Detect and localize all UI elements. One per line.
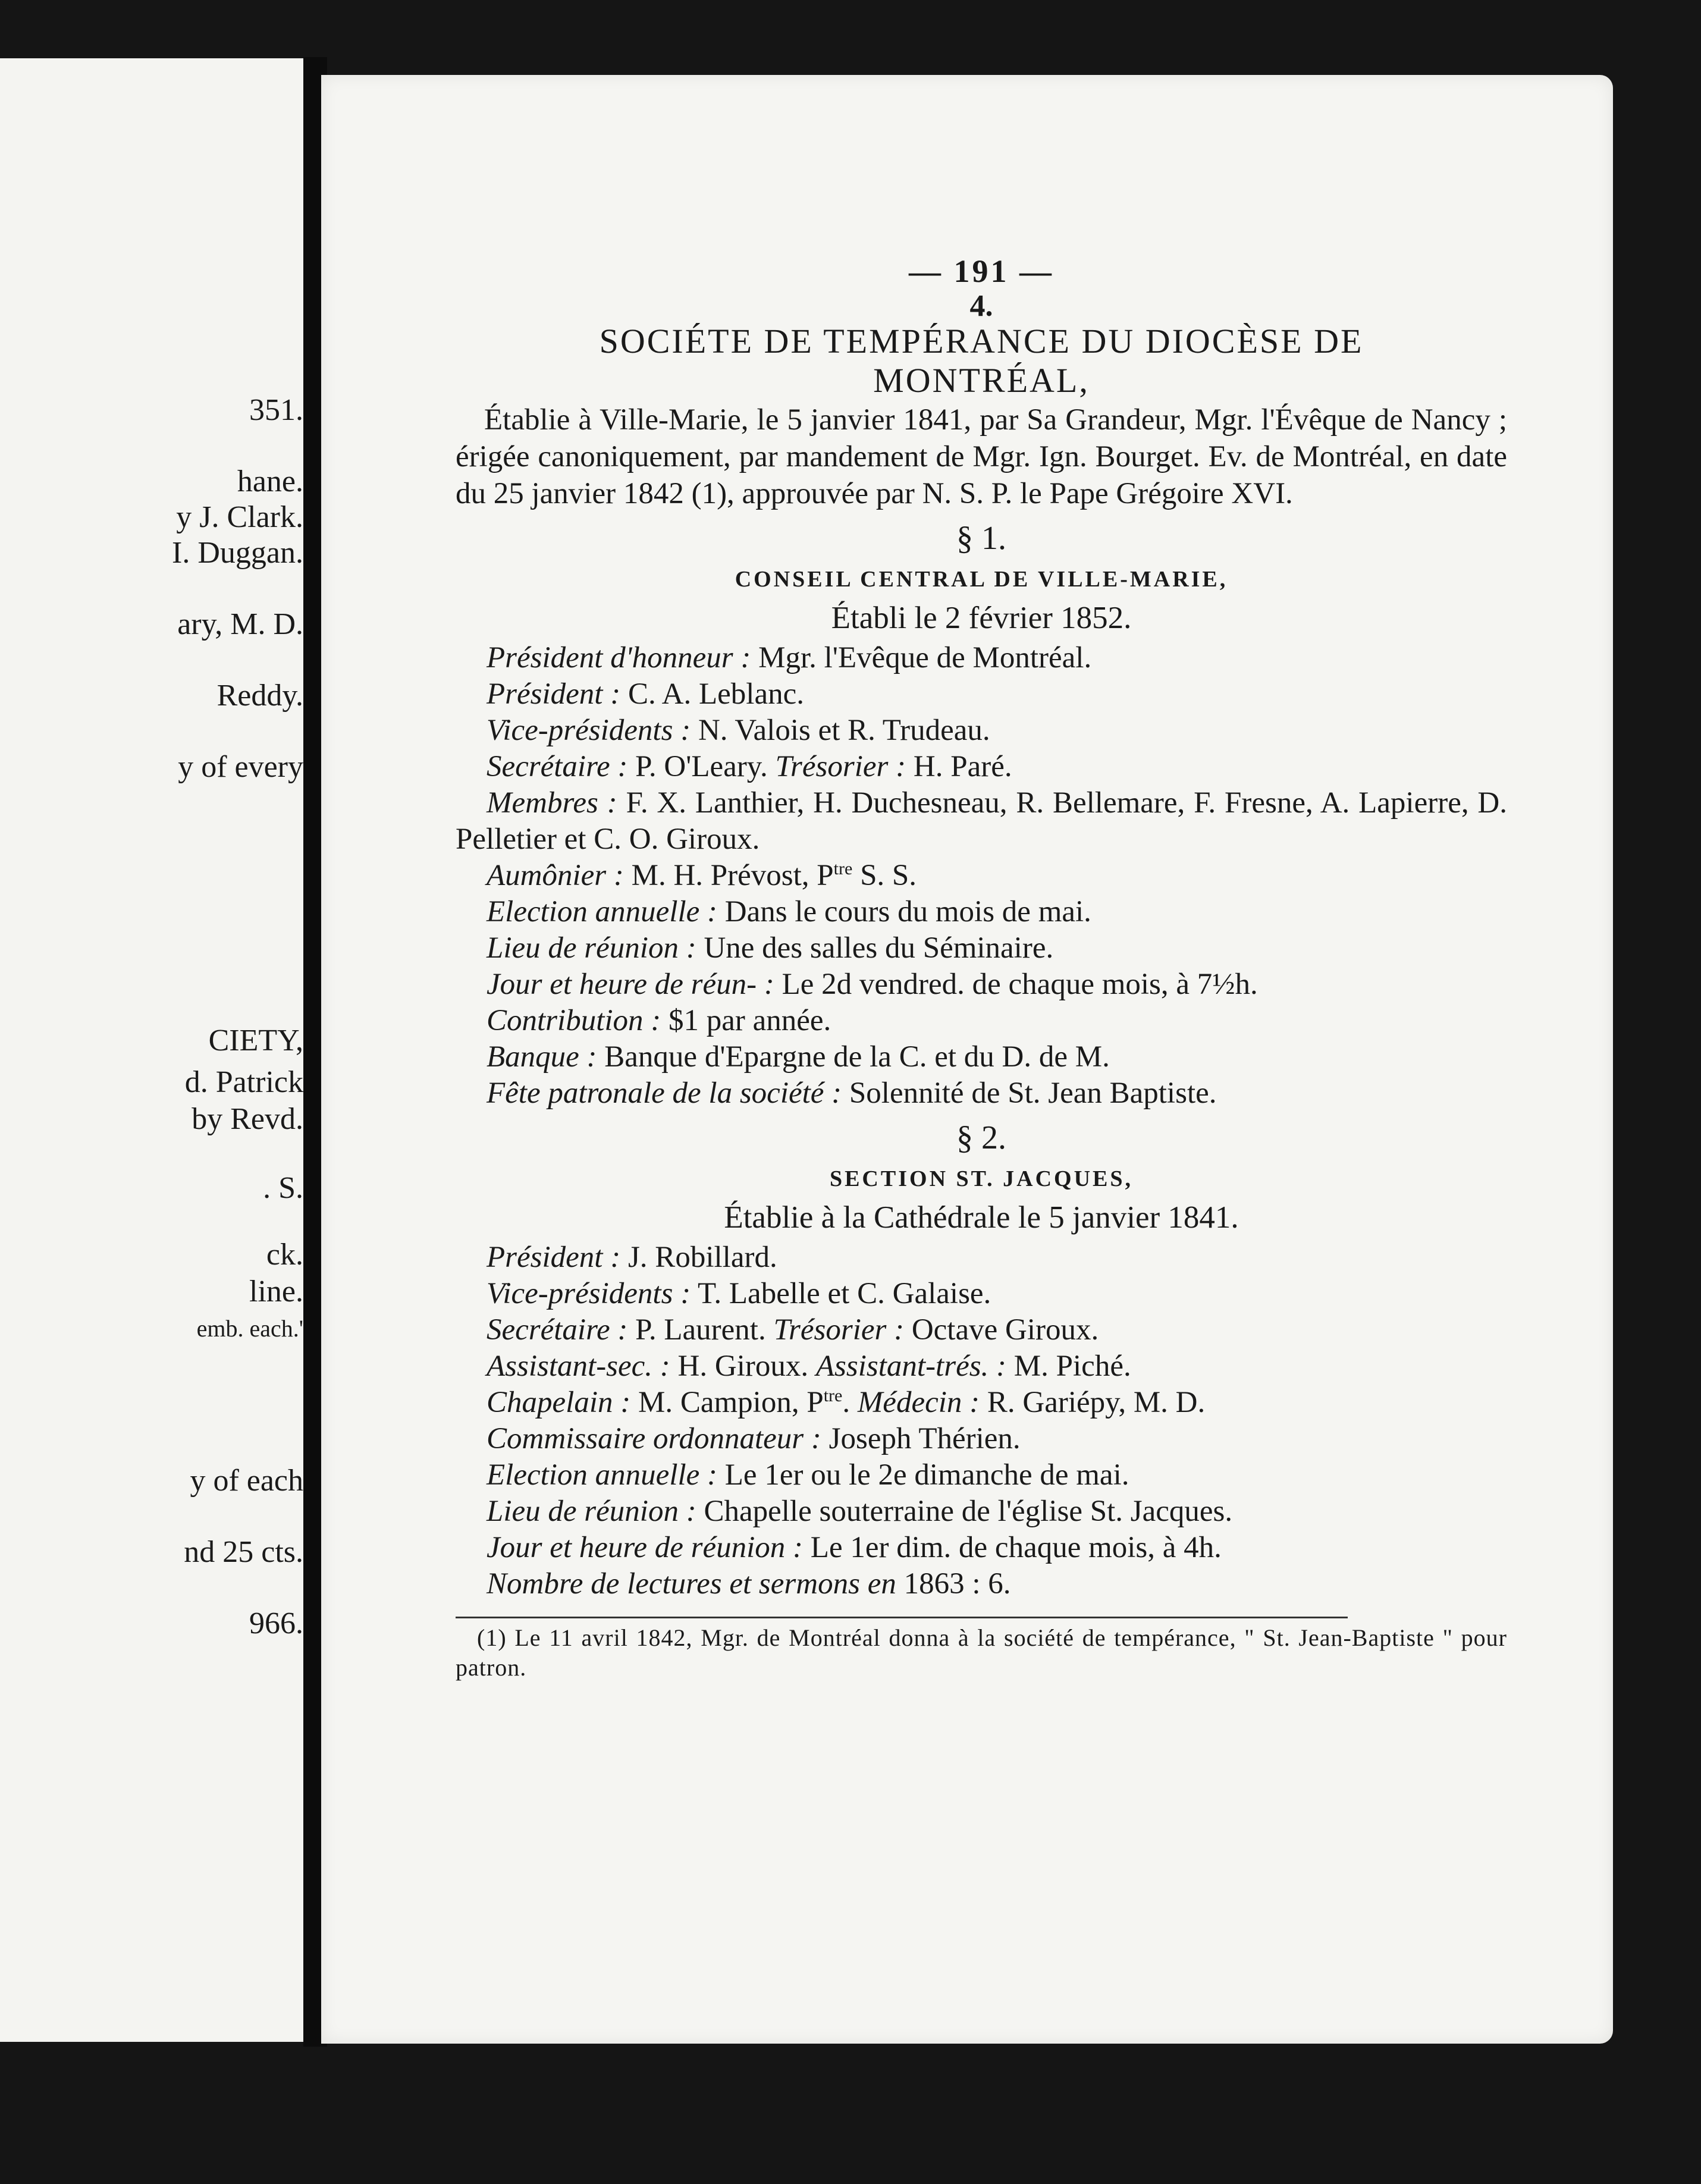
entry-row bbox=[456, 1457, 1507, 1493]
entry-label: Lieu de réunion : bbox=[487, 1495, 696, 1528]
entry-value: Le 2d vendred. de chaque mois, à 7½h. bbox=[782, 968, 1258, 1001]
entry-label: Banque : bbox=[487, 1040, 597, 1074]
entry-row bbox=[456, 1493, 1507, 1530]
left-page-fragment: line. bbox=[249, 1275, 303, 1308]
entry-row bbox=[456, 858, 1507, 894]
entry-label: Jour et heure de réunion : bbox=[487, 1531, 804, 1564]
entry-row bbox=[456, 640, 1507, 676]
left-page-fragment: 351. bbox=[249, 393, 303, 427]
sections bbox=[456, 520, 1507, 1602]
entry-value-2: H. Paré. bbox=[913, 750, 1012, 783]
left-page-fragment: by Revd. bbox=[192, 1102, 303, 1136]
section-established: Établi le 2 février 1852. bbox=[831, 601, 1132, 635]
entry-row bbox=[456, 894, 1507, 930]
entry-label-2: Trésorier : bbox=[773, 1313, 905, 1347]
entry-row bbox=[456, 676, 1507, 713]
title-line-2: MONTRÉAL, bbox=[873, 361, 1090, 400]
entry-label-2: Médecin : bbox=[857, 1386, 980, 1419]
entry-label: Assistant-sec. : bbox=[487, 1350, 670, 1383]
entry-value: Chapelle souterraine de l'église St. Jacques. bbox=[704, 1495, 1233, 1528]
entry-row bbox=[456, 1075, 1507, 1112]
entry-value-tail: S. S. bbox=[852, 859, 917, 892]
entry-row bbox=[456, 749, 1507, 785]
entry-value: P. Laurent. bbox=[635, 1313, 766, 1347]
section-heading: CONSEIL CENTRAL DE VILLE-MARIE, bbox=[735, 567, 1228, 592]
entry-value: Dans le cours du mois de mai. bbox=[724, 895, 1091, 928]
entry-superscript: tre bbox=[823, 1386, 843, 1405]
entry-row bbox=[456, 967, 1507, 1003]
left-page-fragment: ary, M. D. bbox=[177, 607, 303, 641]
left-page-fragment: d. Patrick bbox=[184, 1065, 303, 1099]
entry-label: Président : bbox=[487, 1241, 621, 1274]
entry-label: Fête patronale de la société : bbox=[487, 1077, 842, 1110]
entry-label: Secrétaire : bbox=[487, 1313, 628, 1347]
left-page-fragment: 966. bbox=[249, 1606, 303, 1640]
entry-row bbox=[456, 713, 1507, 749]
page-number: — 191 — bbox=[909, 253, 1054, 289]
entry-label: Secrétaire : bbox=[487, 750, 628, 783]
entry-value: 1863 : 6. bbox=[903, 1567, 1011, 1601]
entry-label-2: Trésorier : bbox=[775, 750, 906, 783]
left-page-fragment: hane. bbox=[237, 465, 303, 498]
left-page-fragment: y J. Clark. bbox=[176, 500, 303, 534]
right-page bbox=[321, 75, 1613, 2044]
entry-label: Vice-présidents : bbox=[487, 1277, 691, 1310]
entry-value: Mgr. l'Evêque de Montréal. bbox=[758, 641, 1092, 674]
entry-value-2: M. Piché. bbox=[1013, 1350, 1131, 1383]
entry-row bbox=[456, 1003, 1507, 1039]
left-page-fragment: y of each bbox=[190, 1464, 303, 1498]
entry-row bbox=[456, 1421, 1507, 1457]
entry-value: T. Labelle et C. Galaise. bbox=[698, 1277, 991, 1310]
entry-value: J. Robillard. bbox=[627, 1241, 777, 1274]
left-page-fragment: Reddy. bbox=[216, 679, 303, 713]
section-mark: § 2. bbox=[956, 1119, 1006, 1156]
entry-value-tail: . bbox=[842, 1386, 850, 1419]
entry-label: Contribution : bbox=[487, 1004, 661, 1037]
entry-row bbox=[456, 1039, 1507, 1075]
footnote-rule bbox=[456, 1617, 1348, 1618]
entry-value: Solennité de St. Jean Baptiste. bbox=[849, 1077, 1217, 1110]
entry-label: Chapelain : bbox=[487, 1386, 631, 1419]
entry-row bbox=[456, 1348, 1507, 1385]
entry-row bbox=[456, 1240, 1507, 1276]
intro-tail: ), approuvée par N. S. P. le Pape Grégoire XVI. bbox=[717, 477, 1293, 510]
section-heading: SECTION ST. JACQUES, bbox=[829, 1166, 1134, 1191]
section-established: Établie à la Cathédrale le 5 janvier 1841. bbox=[724, 1200, 1239, 1235]
entry-value: C. A. Leblanc. bbox=[627, 677, 804, 711]
intro-text: Établie à Ville-Marie, le 5 janvier 1841, par Sa Grandeur, Mgr. l'Évêque de Nancy ; érigée canoniquement, par mandement de Mgr. Ign. Bourget. Ev. de Montréal, en date du 25 janvier 1842 ( bbox=[456, 403, 1507, 510]
intro-paragraph bbox=[456, 401, 1507, 512]
entry-value: Une des salles du Séminaire. bbox=[704, 931, 1054, 965]
left-page-fragment: ck. bbox=[266, 1238, 303, 1272]
entry-label: Nombre de lectures et sermons en bbox=[487, 1567, 896, 1601]
entry-row bbox=[456, 930, 1507, 967]
entry-label: Jour et heure de réun- : bbox=[487, 968, 774, 1001]
entry-superscript: tre bbox=[833, 859, 853, 878]
entry-label: Commissaire ordonnateur : bbox=[487, 1422, 821, 1455]
entry-value: F. X. Lanthier, H. Duchesneau, R. Bellemare, F. Fresne, A. Lapierre, D. Pelletier et C. O. Giroux. bbox=[456, 786, 1508, 856]
entry-value: Le 1er dim. de chaque mois, à 4h. bbox=[810, 1531, 1222, 1564]
footnote: (1) Le 11 avril 1842, Mgr. de Montréal donna à la société de tempérance, " St. Jean-Baptiste " pour patron. bbox=[456, 1624, 1507, 1681]
entry-row bbox=[456, 1312, 1507, 1348]
left-page-fragment: CIETY, bbox=[208, 1024, 303, 1058]
left-page-fragment: nd 25 cts. bbox=[184, 1535, 303, 1569]
entry-row bbox=[456, 1530, 1507, 1566]
entry-value: $1 par année. bbox=[669, 1004, 831, 1037]
entry-row bbox=[456, 785, 1507, 858]
left-page-fragment: . S. bbox=[263, 1171, 303, 1205]
entry-value-2: Octave Giroux. bbox=[911, 1313, 1099, 1347]
entry-label: Election annuelle : bbox=[487, 895, 718, 928]
entry-value: H. Giroux. bbox=[677, 1350, 809, 1383]
section-mark: § 1. bbox=[956, 520, 1006, 557]
entry-value-2: R. Gariépy, M. D. bbox=[987, 1386, 1206, 1419]
footnote-ref: 1 bbox=[701, 477, 717, 510]
left-page-fragment: I. Duggan. bbox=[172, 536, 303, 570]
entry-value: P. O'Leary. bbox=[635, 750, 768, 783]
entry-value: Banque d'Epargne de la C. et du D. de M. bbox=[604, 1040, 1110, 1074]
entry-row bbox=[456, 1385, 1507, 1421]
entry-value: Le 1er ou le 2e dimanche de mai. bbox=[724, 1458, 1129, 1492]
entry-value: N. Valois et R. Trudeau. bbox=[698, 714, 990, 747]
entry-row bbox=[456, 1276, 1507, 1312]
entry-label: Aumônier : bbox=[487, 859, 624, 892]
entry-label: Membres : bbox=[487, 786, 617, 820]
title-line-1: SOCIÉTE DE TEMPÉRANCE DU DIOCÈSE DE bbox=[599, 322, 1364, 360]
entry-label-2: Assistant-trés. : bbox=[815, 1350, 1007, 1383]
left-facing-page bbox=[0, 58, 303, 2042]
page-content bbox=[456, 253, 1507, 1683]
left-page-fragment: y of every bbox=[178, 750, 303, 784]
entry-row bbox=[456, 1566, 1507, 1602]
section-number: 4. bbox=[969, 289, 993, 323]
entry-label: Président d'honneur : bbox=[487, 641, 751, 674]
entry-label: Président : bbox=[487, 677, 621, 711]
entry-value: M. H. Prévost, P bbox=[631, 859, 834, 892]
entry-value: Joseph Thérien. bbox=[828, 1422, 1021, 1455]
left-page-fragment: emb. each.' bbox=[196, 1315, 303, 1342]
entry-label: Vice-présidents : bbox=[487, 714, 691, 747]
entry-label: Election annuelle : bbox=[487, 1458, 718, 1492]
entry-label: Lieu de réunion : bbox=[487, 931, 696, 965]
entry-value: M. Campion, P bbox=[638, 1386, 824, 1419]
